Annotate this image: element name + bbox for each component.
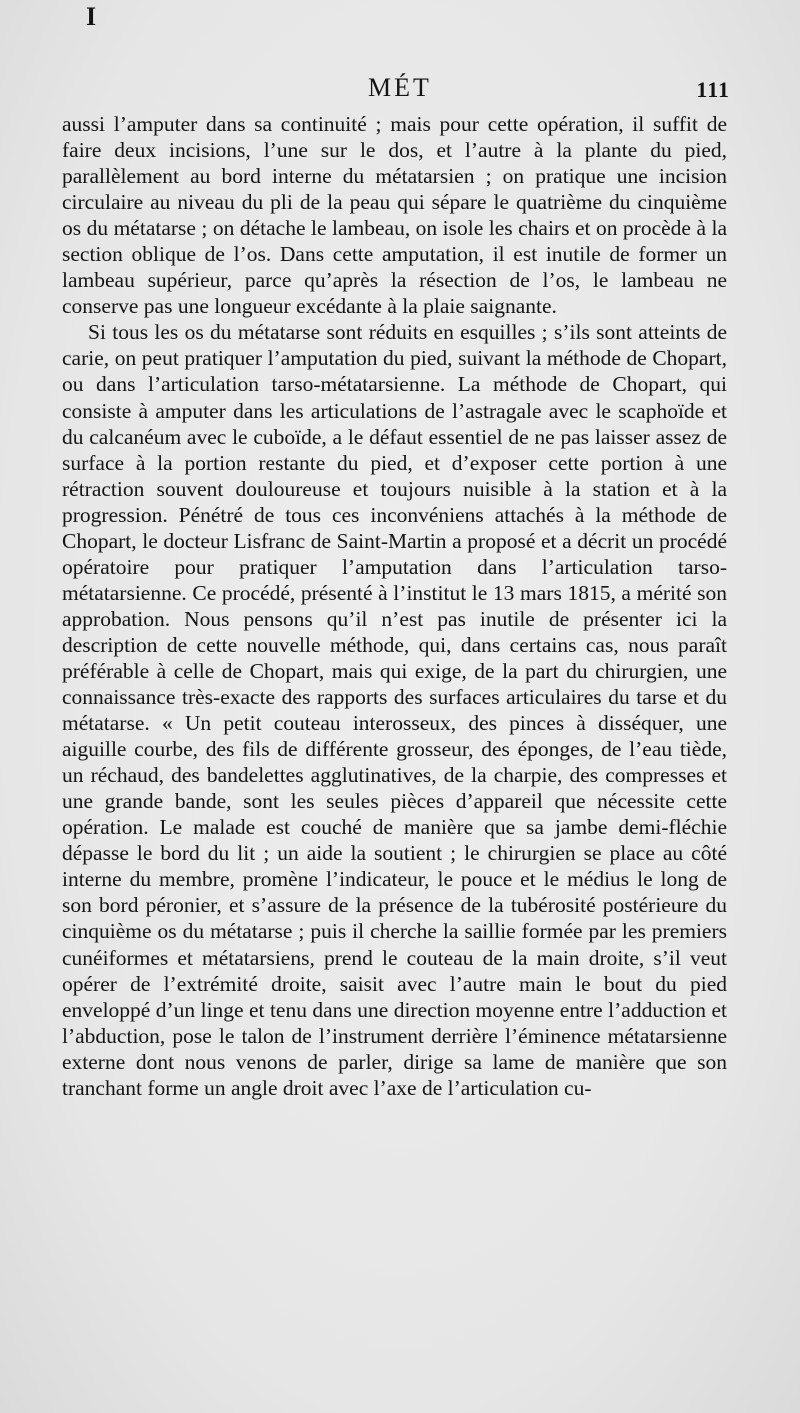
paragraph: aussi l’amputer dans sa continuité ; mais pour cette opération, il suffit de faire deux incisions, l’une sur le dos, et l’autre à la plante du pied, parallèlement au bord interne du métatarsien ; on pratique une incision circulaire au niveau du pli de la peau qui sépare le quatrième du cinquième os du métatarse ; on détache le lambeau, on isole les chairs et on procède à la section oblique de l’os. Dans cette amputation, il est inutile de former un lambeau supérieur, parce qu’après la résection de l’os, le lambeau ne conserve pas une longueur excédante à la plaie saignante. <box>62 112 727 319</box>
page-number: 111 <box>696 77 730 102</box>
paragraph: Si tous les os du métatarse sont réduits en esquilles ; s’ils sont atteints de carie, on peut pratiquer l’amputation du pied, suivant la méthode de Chopart, ou dans l’articulation tarso-métatarsienne. La méthode de Chopart, qui consiste à amputer dans les articulations de l’astragale avec le scaphoïde et du calcanéum avec le cuboïde, a le défaut essentiel de ne pas laisser assez de surface à la portion restante du pied, et d’exposer cette portion à une rétraction souvent douloureuse et toujours nuisible à la station et à la progression. Pénétré de tous ces inconvéniens attachés à la méthode de Chopart, le docteur Lisfranc de Saint-Martin a proposé et a décrit un procédé opératoire pour pratiquer l’amputation dans l’articulation tarso-métatarsienne. Ce procédé, présenté à l’institut le 13 mars 1815, a mérité son approbation. Nous pensons qu’il n’est pas inutile de présenter ici la description de cette nouvelle méthode, qui, dans certains cas, nous paraît préférable à celle de Chopart, mais qui exige, de la part du chirurgien, une connaissance très-exacte des rapports des surfaces articulaires du tarse et du métatarse. « Un petit couteau interosseux, des pinces à disséquer, une aiguille courbe, des fils de différente grosseur, des éponges, de l’eau tiède, un réchaud, des bandelettes agglutinatives, de la charpie, des compresses et une grande bande, sont les seules pièces d’appareil que nécessite cette opération. Le malade est couché de manière que sa jambe demi-fléchie dépasse le bord du lit ; un aide la soutient ; le chirurgien se place au côté interne du membre, promène l’indicateur, le pouce et le médius le long de son bord péronier, et s’assure de la présence de la tubérosité postérieure du cinquième os du métatarse ; puis il cherche la saillie formée par les premiers cunéiformes et métatarsiens, prend le couteau de la main droite, s’il veut opérer de l’extrémité droite, saisit avec l’autre main le bout du pied enveloppé d’un linge et tenu dans une direction moyenne entre l’adduction et l’abduction, pose le talon de l’instrument derrière l’éminence métatarsienne externe dont nous venons de parler, dirige sa lame de manière que son tranchant forme un angle droit avec l’axe de l’articulation cu- <box>62 320 727 1100</box>
running-head: MÉT <box>368 73 432 102</box>
page-header <box>0 72 800 106</box>
body-text <box>62 111 727 1101</box>
corner-mark: I <box>86 2 97 31</box>
